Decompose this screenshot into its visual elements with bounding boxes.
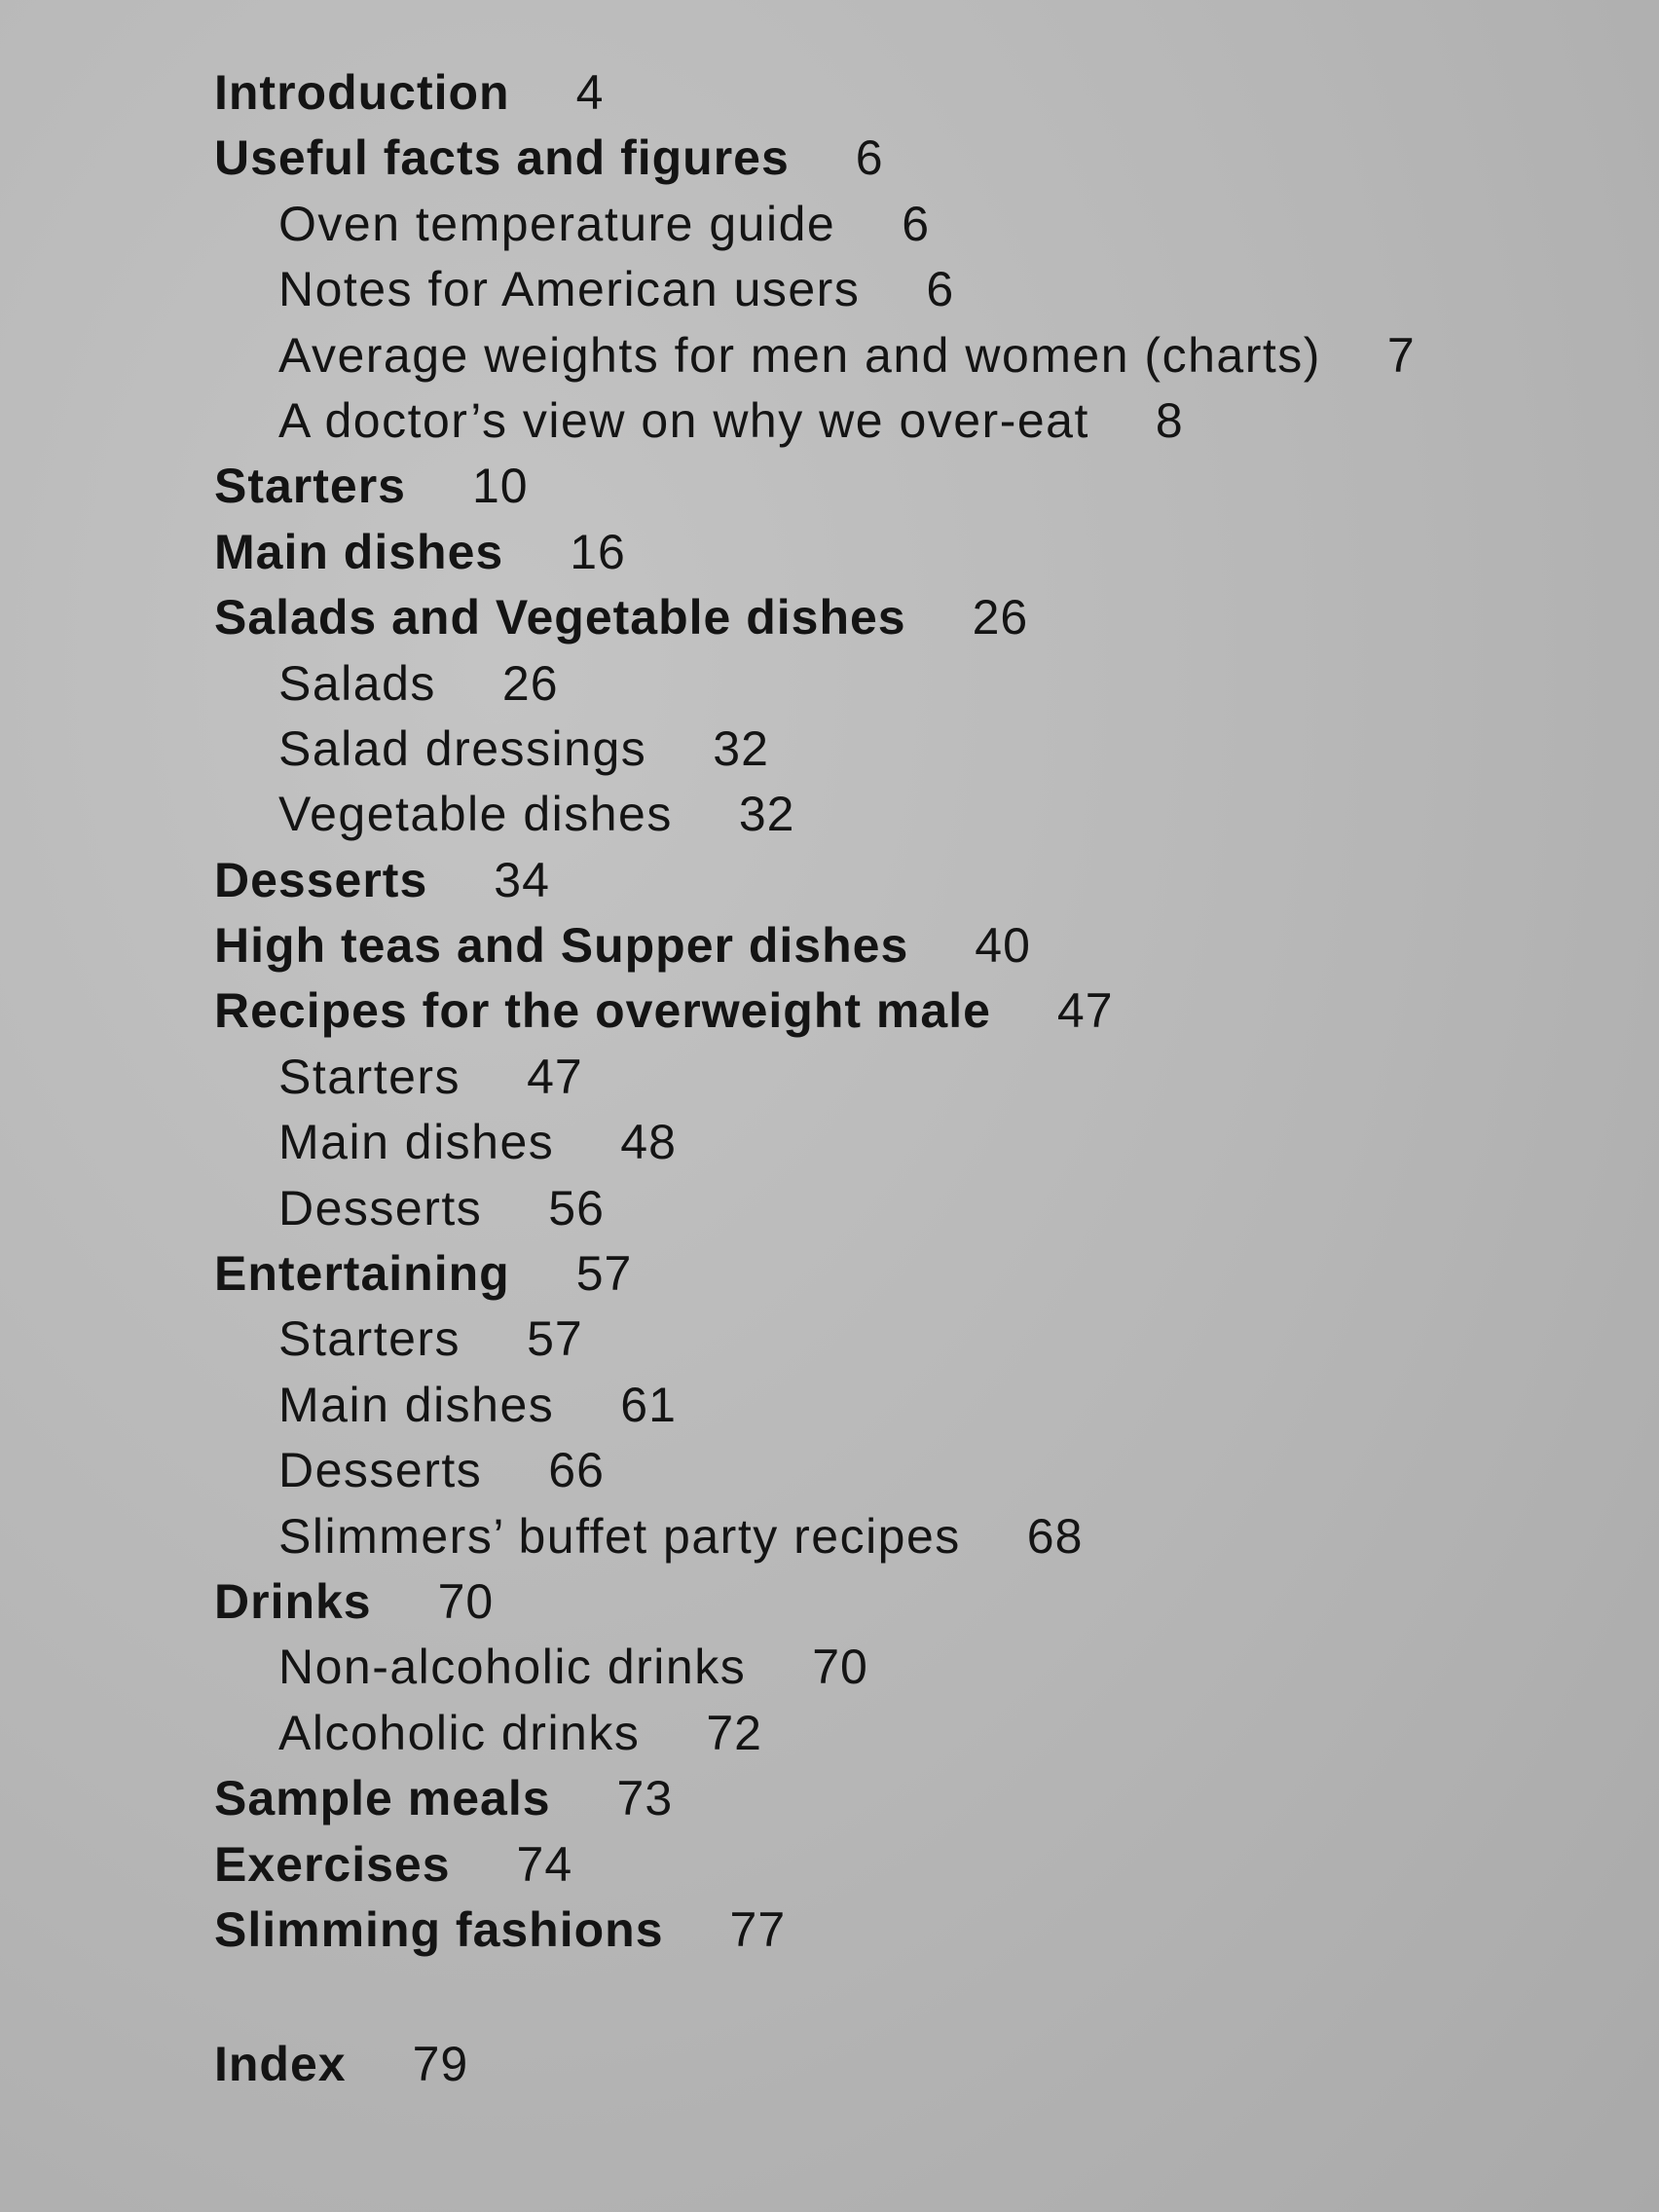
toc-subsection-entry	[214, 1176, 1616, 1241]
toc-entry-title: Non-alcoholic drinks	[278, 1640, 747, 1695]
toc-entry-title: Exercises	[214, 1836, 451, 1892]
toc-section-entry	[214, 454, 1616, 519]
toc-entry-page-number: 6	[902, 196, 931, 251]
toc-entry-page-number: 40	[975, 918, 1031, 974]
toc-entry-page-number: 10	[472, 459, 529, 514]
toc-entry-page-number: 66	[548, 1443, 605, 1498]
toc-entry-title: Useful facts and figures	[214, 130, 790, 186]
toc-entry-page-number: 48	[620, 1115, 677, 1170]
toc-entry-title: Slimmers’ buffet party recipes	[278, 1508, 961, 1564]
toc-entry-page-number: 56	[548, 1180, 605, 1235]
toc-subsection-entry	[214, 782, 1616, 847]
toc-entry-page-number: 70	[812, 1640, 868, 1695]
toc-subsection-entry	[214, 323, 1616, 388]
toc-subsection-entry	[214, 388, 1616, 454]
toc-entry-title: Introduction	[214, 65, 510, 120]
toc-entry-page-number: 34	[494, 852, 550, 907]
toc-entry-page-number: 79	[412, 2037, 469, 2092]
toc-entry-page-number: 72	[706, 1705, 762, 1760]
toc-section-entry	[214, 1569, 1616, 1635]
toc-entry-title: Salad dressings	[278, 720, 647, 776]
table-of-contents	[214, 60, 1616, 2098]
toc-entry-title: Starters	[278, 1311, 461, 1367]
toc-entry-title: High teas and Supper dishes	[214, 918, 909, 974]
toc-entry-title: Notes for American users	[278, 262, 861, 317]
toc-entry-page-number: 32	[738, 787, 795, 842]
toc-section-entry	[214, 1766, 1616, 1831]
toc-entry-page-number: 32	[713, 720, 769, 776]
toc-subsection-entry	[214, 1701, 1616, 1766]
toc-entry-page-number: 57	[527, 1311, 583, 1367]
toc-section-entry	[214, 978, 1616, 1044]
toc-entry-title: Average weights for men and women (charts)	[278, 327, 1321, 383]
toc-entry-page-number: 6	[855, 130, 884, 186]
toc-entry-title: Slimming fashions	[214, 1901, 664, 1957]
toc-entry-index	[214, 2032, 1616, 2097]
toc-subsection-entry	[214, 1110, 1616, 1175]
toc-entry-title: Starters	[214, 459, 406, 514]
toc-entry-page-number: 61	[620, 1377, 677, 1432]
toc-subsection-entry	[214, 1307, 1616, 1372]
toc-section-entry	[214, 913, 1616, 978]
toc-entry-title: Entertaining	[214, 1246, 510, 1302]
toc-entry-title: Vegetable dishes	[278, 787, 673, 842]
toc-entry-page-number: 47	[1056, 983, 1114, 1039]
toc-entry-page-number: 68	[1026, 1508, 1084, 1564]
toc-section-entry	[214, 1898, 1616, 1963]
toc-subsection-entry	[214, 651, 1616, 717]
toc-section-entry	[214, 60, 1616, 126]
toc-entry-page-number: 16	[570, 524, 626, 579]
toc-subsection-entry	[214, 1635, 1616, 1700]
toc-section-entry	[214, 1832, 1616, 1898]
toc-entry-page-number: 77	[729, 1901, 787, 1957]
toc-entry-page-number: 4	[575, 65, 605, 120]
toc-entry-title: Starters	[278, 1049, 461, 1104]
toc-subsection-entry	[214, 1373, 1616, 1438]
toc-entry-title: Main dishes	[278, 1115, 555, 1170]
toc-entry-page-number: 7	[1386, 327, 1416, 383]
toc-entry-page-number: 6	[926, 262, 955, 317]
toc-entry-list	[214, 60, 1616, 1963]
toc-entry-page-number: 74	[516, 1836, 573, 1892]
toc-entry-page-number: 70	[437, 1573, 495, 1629]
toc-entry-page-number: 73	[616, 1771, 674, 1826]
toc-subsection-entry	[214, 257, 1616, 322]
toc-entry-title: A doctor’s view on why we over-eat	[278, 392, 1089, 448]
toc-entry-title: Sample meals	[214, 1771, 551, 1826]
toc-section-entry	[214, 1241, 1616, 1307]
toc-entry-title: Desserts	[214, 852, 428, 907]
toc-gap	[214, 1963, 1616, 2032]
toc-entry-title: Drinks	[214, 1573, 372, 1629]
toc-subsection-entry	[214, 1045, 1616, 1110]
toc-entry-title: Desserts	[278, 1180, 483, 1235]
toc-section-entry	[214, 520, 1616, 585]
toc-entry-title: Recipes for the overweight male	[214, 983, 991, 1039]
toc-subsection-entry	[214, 1438, 1616, 1503]
toc-section-entry	[214, 126, 1616, 191]
toc-entry-title: Oven temperature guide	[278, 196, 836, 251]
toc-entry-title: Desserts	[278, 1443, 483, 1498]
toc-entry-title: Main dishes	[278, 1377, 555, 1432]
toc-entry-page-number: 8	[1155, 392, 1184, 448]
toc-entry-page-number: 57	[575, 1246, 633, 1302]
toc-section-entry	[214, 848, 1616, 913]
toc-entry-page-number: 26	[501, 655, 559, 711]
toc-entry-title: Salads	[278, 655, 436, 711]
toc-subsection-entry	[214, 1504, 1616, 1569]
toc-subsection-entry	[214, 192, 1616, 257]
toc-entry-title: Alcoholic drinks	[278, 1705, 641, 1760]
toc-entry-title: Index	[214, 2037, 347, 2092]
toc-entry-title: Main dishes	[214, 524, 504, 579]
toc-section-entry	[214, 585, 1616, 650]
toc-entry-page-number: 47	[527, 1049, 583, 1104]
toc-entry-title: Salads and Vegetable dishes	[214, 590, 906, 645]
toc-entry-page-number: 26	[972, 590, 1029, 645]
toc-subsection-entry	[214, 717, 1616, 782]
